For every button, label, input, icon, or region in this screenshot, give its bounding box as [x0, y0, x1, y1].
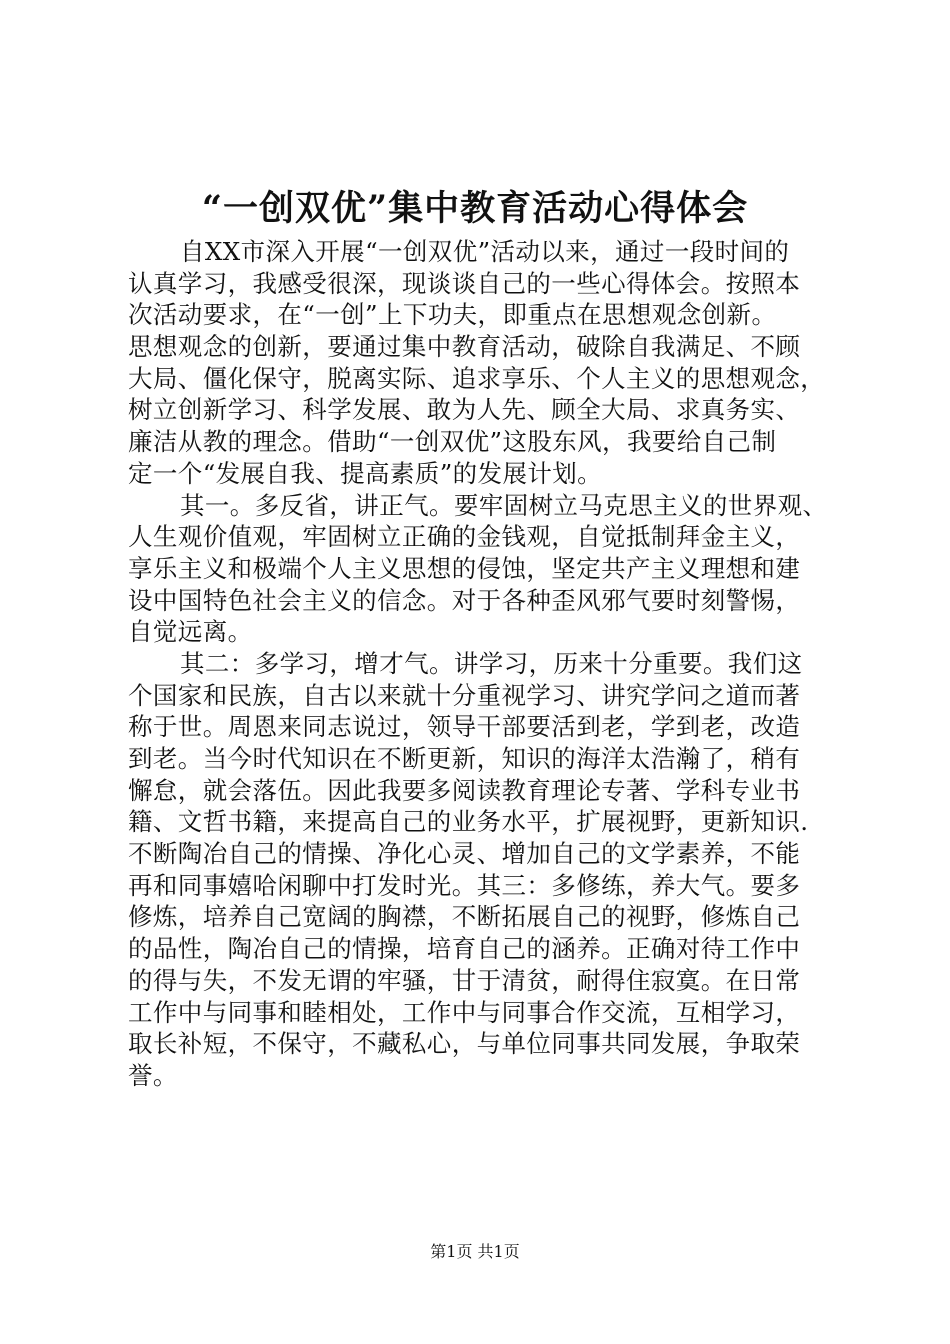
paragraph-line: 懈怠，就会落伍。因此我要多阅读教育理论专著、学科专业书 — [128, 775, 801, 805]
paragraph-line: 认真学习，我感受很深，现谈谈自己的一些心得体会。按照本 — [128, 268, 801, 298]
paragraph-line: 修炼，培养自己宽阔的胸襟，不断拓展自己的视野，修炼自己 — [128, 902, 801, 932]
paragraph-line: 到老。当今时代知识在不断更新，知识的海洋太浩瀚了，稍有 — [128, 744, 801, 773]
paragraph-line: 定一个“发展自我、提高素质”的发展计划。 — [128, 458, 603, 488]
paragraph-line: 自觉远离。 — [128, 617, 253, 647]
paragraph-line: 大局、僵化保守，脱离实际、追求享乐、个人主义的思想观念， — [128, 363, 826, 393]
paragraph-line: 取长补短，不保守，不藏私心，与单位同事共同发展，争取荣 — [128, 1029, 801, 1059]
paragraph-line: 誉。 — [128, 1060, 178, 1090]
paragraph-line: 的得与失，不发无谓的牢骚，甘于清贫，耐得住寂寞。在日常 — [128, 965, 801, 995]
document-body — [128, 236, 833, 1092]
paragraph-line: 个国家和民族，自古以来就十分重视学习、讲究学问之道而著 — [128, 680, 801, 710]
paragraph-line: 其二：多学习，增才气。讲学习，历来十分重要。我们这 — [180, 648, 803, 678]
paragraph-line: 廉洁从教的理念。借助“一创双优”这股东风，我要给自己制 — [128, 427, 777, 457]
paragraph-line: 思想观念的创新，要通过集中教育活动，破除自我满足、不顾 — [128, 332, 801, 362]
paragraph-line: 其一。多反省，讲正气。要牢固树立马克思主义的世界观、 — [180, 490, 828, 520]
paragraph-line: 的品性，陶冶自己的情操，培育自己的涵养。正确对待工作中 — [128, 934, 801, 964]
paragraph-line: 享乐主义和极端个人主义思想的侵蚀，坚定共产主义理想和建 — [128, 553, 801, 583]
page-footer: 第1页 共1页 — [430, 1242, 520, 1261]
paragraph-line: 人生观价值观，牢固树立正确的金钱观，自觉抵制拜金主义， — [128, 522, 801, 552]
paragraph-line: 称于世。周恩来同志说过，领导干部要活到老，学到老，改造 — [128, 712, 801, 742]
paragraph-line: 树立创新学习、科学发展、敢为人先、顾全大局、求真务实、 — [128, 395, 801, 425]
paragraph-line: 自XX市深入开展“一创双优”活动以来，通过一段时间的 — [180, 237, 790, 266]
paragraph-line: 不断陶冶自己的情操、净化心灵、增加自己的文学素养，不能 — [128, 839, 801, 869]
paragraph-line: 再和同事嬉哈闲聊中打发时光。其三：多修练，养大气。要多 — [128, 870, 801, 900]
document-title: “一创双优”集中教育活动心得体会 — [201, 188, 749, 229]
paragraph-line: 工作中与同事和睦相处，工作中与同事合作交流，互相学习， — [128, 997, 801, 1027]
paragraph-line: 次活动要求，在“一创”上下功夫，即重点在思想观念创新。 — [128, 300, 777, 330]
paragraph-line: 籍、文哲书籍，来提高自己的业务水平，扩展视野，更新知识. — [128, 807, 809, 837]
paragraph-line: 设中国特色社会主义的信念。对于各种歪风邪气要时刻警惕， — [128, 585, 801, 615]
